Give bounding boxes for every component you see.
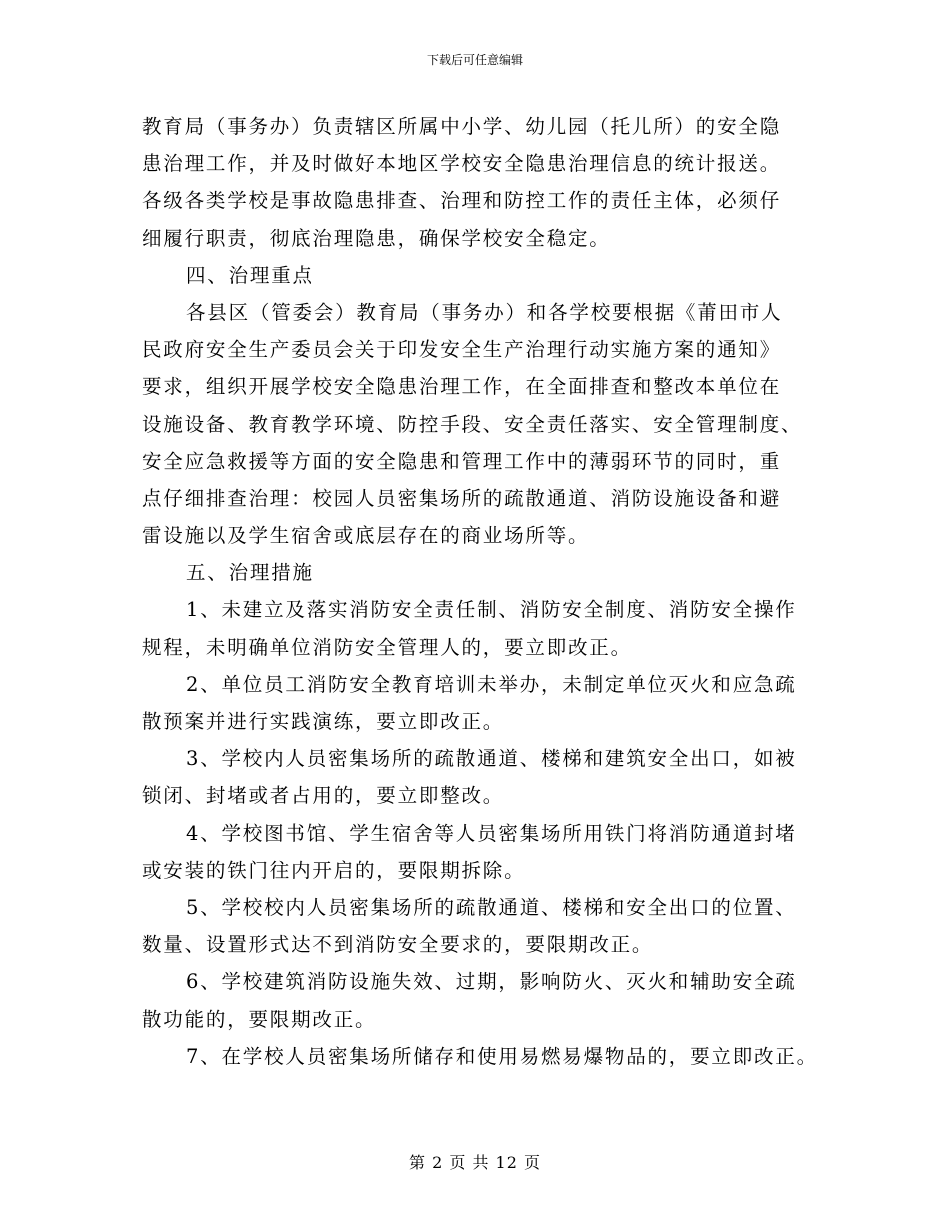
section-heading-4: 四、治理重点 <box>186 263 314 287</box>
body-line: 各级各类学校是事故隐患排查、治理和防控工作的责任主体，必须仔 <box>142 189 782 213</box>
section-heading-5: 五、治理措施 <box>186 561 314 585</box>
body-line: 锁闭、封堵或者占用的，要立即整改。 <box>142 784 505 808</box>
page-number: 第 2 页 共 12 页 <box>409 1153 541 1172</box>
body-line: 民政府安全生产委员会关于印发安全生产治理行动实施方案的通知》 <box>142 338 782 362</box>
body-line: 各县区（管委会）教育局（事务办）和各学校要根据《莆田市人 <box>186 300 783 324</box>
body-line: 5、学校校内人员密集场所的疏散通道、楼梯和安全出口的位置、 <box>186 895 797 919</box>
document-body <box>142 108 832 1075</box>
body-line: 要求，组织开展学校安全隐患治理工作，在全面排查和整改本单位在 <box>142 375 782 399</box>
body-line: 或安装的铁门往内开启的，要限期拆除。 <box>142 858 526 882</box>
body-line: 点仔细排查治理：校园人员密集场所的疏散通道、消防设施设备和避 <box>142 486 782 510</box>
body-line: 教育局（事务办）负责辖区所属中小学、幼儿园（托儿所）的安全隐 <box>142 115 782 138</box>
body-line: 数量、设置形式达不到消防安全要求的，要限期改正。 <box>142 933 654 957</box>
header-note: 下载后可任意编辑 <box>426 53 523 67</box>
body-line: 散功能的，要限期改正。 <box>142 1007 377 1031</box>
body-line: 3、学校内人员密集场所的疏散通道、楼梯和建筑安全出口，如被 <box>186 747 797 771</box>
body-line: 细履行职责，彻底治理隐患，确保学校安全稳定。 <box>142 226 611 250</box>
body-line: 安全应急救援等方面的安全隐患和管理工作中的薄弱环节的同时，重 <box>142 449 782 473</box>
body-line: 7、在学校人员密集场所储存和使用易燃易爆物品的，要立即改正。 <box>186 1044 818 1068</box>
body-line: 2、单位员工消防安全教育培训未举办，未制定单位灭火和应急疏 <box>186 672 797 696</box>
body-line: 规程，未明确单位消防安全管理人的，要立即改正。 <box>142 635 632 659</box>
body-line: 4、学校图书馆、学生宿舍等人员密集场所用铁门将消防通道封堵 <box>186 821 797 845</box>
body-line: 患治理工作，并及时做好本地区学校安全隐患治理信息的统计报送。 <box>142 152 782 176</box>
body-line: 6、学校建筑消防设施失效、过期，影响防火、灭火和辅助安全疏 <box>186 970 797 994</box>
body-line: 设施设备、教育教学环境、防控手段、安全责任落实、安全管理制度、 <box>142 412 803 436</box>
body-line: 雷设施以及学生宿舍或底层存在的商业场所等。 <box>142 524 590 548</box>
body-line: 散预案并进行实践演练，要立即改正。 <box>142 710 505 733</box>
body-line: 1、未建立及落实消防安全责任制、消防安全制度、消防安全操作 <box>186 598 797 622</box>
